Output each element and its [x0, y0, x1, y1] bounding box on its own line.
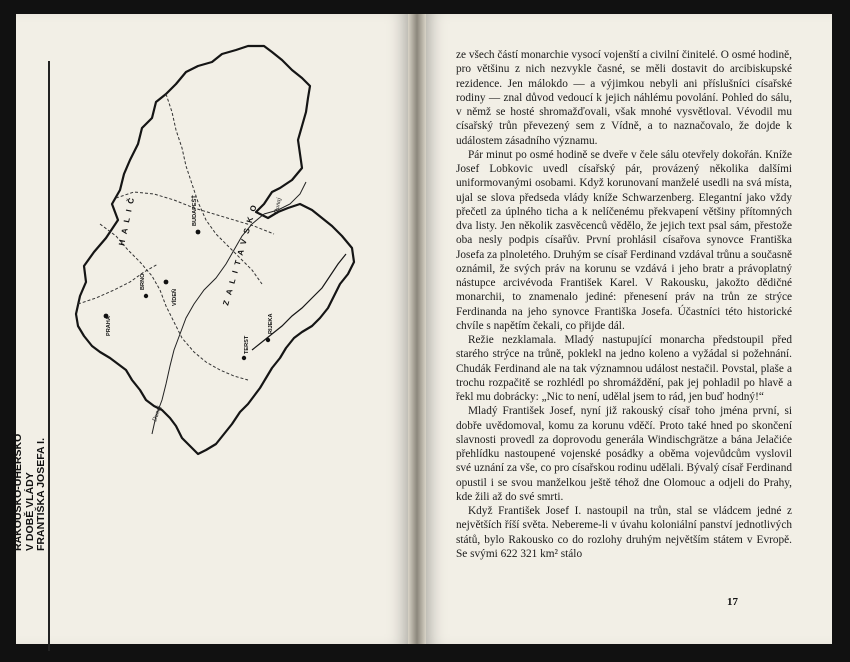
city-label: BRNO — [140, 273, 146, 290]
city-label: PRAHA — [106, 316, 112, 336]
city-dot — [266, 338, 270, 342]
region-label: HALIČ — [117, 191, 138, 247]
region-label: ZALITAVSKO — [221, 198, 261, 307]
city-dot — [144, 294, 148, 298]
caption-line: FRANTIŠKA JOSEFA I. — [35, 438, 47, 551]
book-gutter — [408, 14, 426, 644]
left-page — [12, 14, 408, 644]
page-number: 17 — [727, 596, 738, 608]
city-label: VÍDEŇ — [172, 288, 178, 306]
city-dot — [164, 280, 169, 285]
river-label: Dunaj — [151, 405, 163, 423]
paragraph: Když František Josef I. nastoupil na trůn, stal se vládcem jedné z největších říší světa. Nebereme-li v úvahu koloniální panství jednotlivých států, bylo Rakousko co do rozlohy druhým největším státem v Evropě. Se svými 622 321 km² stálo — [456, 505, 792, 560]
empire-border — [76, 46, 354, 454]
internal-border — [166, 94, 262, 284]
paragraph: Mladý František Josef, nyní již rakouský císař toho jména první, si dobře uvědomoval, komu za korunu vděčí. Proto také hned po skončení slavnosti provedl za doprovodu generála Windischgrätze a bána Jelačiće přehlídku nastoupené vojenské posádky a oběma vojevůdcům vyslovil své uznání za vše, co pro císařskou rodinu udělali. Bývalý císař Ferdinand opustil i se svou manželkou ještě téhož dne Olomouc a odjeli do Prahy, kde žili až do své smrti. — [456, 405, 792, 503]
city-label: RIJEKA — [268, 313, 274, 334]
austria-hungary-map — [16, 14, 408, 644]
right-page — [426, 14, 832, 644]
caption-line: V DOBĚ VLÁDY — [23, 472, 36, 551]
paragraph: Režie nezklamala. Mladý nastupující monarcha předstoupil před starého strýce na trůně, poklekl na jedno koleno a vyžádal si požehnání. Chudák Ferdinand ale na tak významnou událost nestačil. Povstal, plaše a trochu rozpačitě se rozhlédl po shromáždění, pak jej pohladil po hlavě a řekl mu dobrácky: „Nic to není, udělal jsem to rád, jen buď hodný!“ — [456, 334, 792, 403]
river-label: Dunaj — [273, 197, 283, 215]
city-label: TERST — [244, 335, 250, 354]
danube-river — [152, 214, 264, 434]
caption-line: RAKOUSKO-UHERSKO — [12, 433, 24, 551]
paragraph: ze všech částí monarchie vysocí vojenští a civilní činitelé. O osmé hodině, pro většinu z nich nezvykle časné, se měli dostavit do arcibiskupské rezidence. Jen málokdo — a výjimkou nebyli ani příslušníci císařské rodiny — znal důvod vedoucí k jejich náhlému povolání. Pohled do sálu, v němž se hosté shromažďovali, však mnohé vysvětloval. Vévodil mu císařský trůn převezený sem z Vídně, a to naznačovalo, že dojde k událostem zásadního významu. — [456, 49, 792, 147]
city-dot — [196, 230, 201, 235]
paragraph: Pár minut po osmé hodině se dveře v čele sálu otevřely dokořán. Kníže Josef Lobkovic uvedl císařský pár, provázený několika dalšími uniformovanými osobami. Když korunovaní manželé usedli na svá místa, ujal se slova předseda vlády kníže Schwarzenberg. Elegantní jako vždy přečetl za úplného ticha a k nelíčenému překvapení většiny přítomných dva listy. Jen několik zasvěcenců vědělo, že jejich text psal sám, přestože oba nesly podpis císařův. První prohlásil císařova synovce Františka Josefa za plnoletého. Druhým se císař Ferdinand vzdával trůnu a současně oznámil, že svých práv na korunu se vzdává i jeho bratr a právoplatný nástupce arcivévoda František Karel. V Rakousku, jakožto dědičné monarchii, to znamenalo jediné: přenesení práv na trůn ze strýce Ferdinanda na jeho synovce Františka Josefa. Účastníci této historické chvíle s napětím čekali, co přijde dál. — [456, 148, 792, 332]
body-text — [456, 48, 792, 561]
city-label: BUDAPEŠŤ — [192, 195, 198, 226]
city-dot — [242, 356, 246, 360]
